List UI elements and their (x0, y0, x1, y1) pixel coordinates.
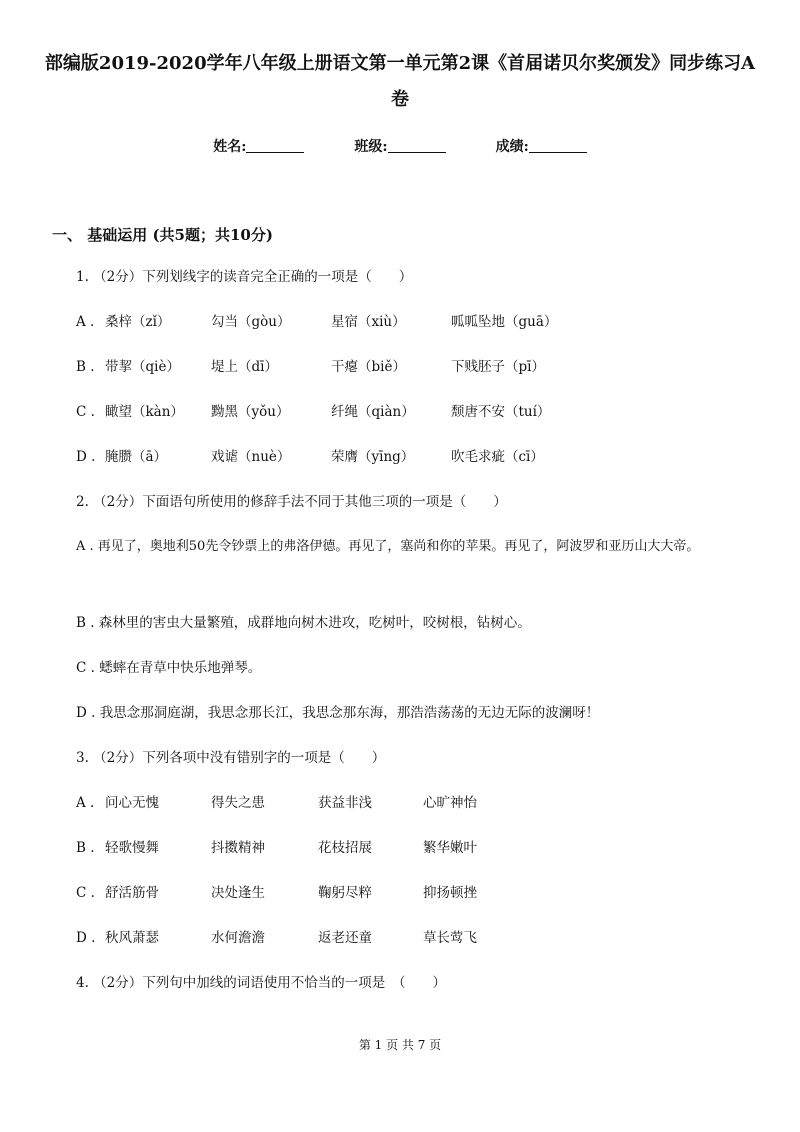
option-item: 呱呱坠地（guā） (451, 314, 558, 330)
option-item: 荣膺（yīng） (331, 449, 415, 465)
name-field[interactable] (213, 136, 304, 156)
question-4-stem: 4. （2分）下列句中加线的词语使用不恰当的一项是 （ ） (76, 975, 447, 991)
option-item: 戏谑（nuè） (211, 449, 291, 465)
option-letter: D . (76, 449, 96, 465)
class-label: 班级: (354, 139, 388, 155)
option-item: 吹毛求疵（cī） (451, 449, 544, 465)
option-item: 星宿（xiù） (331, 314, 406, 330)
option-item: 干瘪（biě） (331, 359, 406, 375)
option-item: 瞰望（kàn） (105, 404, 184, 420)
option-item: 抑扬顿挫 (423, 885, 477, 901)
q2-option-b[interactable]: B . 森林里的害虫大量繁殖，成群地向树木进攻，吃树叶，咬树根，钻树心。 (76, 615, 531, 631)
name-label: 姓名: (213, 139, 247, 155)
score-label: 成绩: (495, 139, 529, 155)
option-item: 颓唐不安（tuí） (451, 404, 551, 420)
option-letter: A . (76, 314, 95, 330)
question-2-stem: 2. （2分）下面语句所使用的修辞手法不同于其他三项的一项是（ ） (76, 494, 507, 510)
option-item: 纤绳（qiàn） (331, 404, 415, 420)
option-item: 草长莺飞 (423, 930, 477, 946)
option-item: 得失之患 (211, 795, 265, 811)
option-item: 鞠躬尽粹 (318, 885, 372, 901)
option-item: 下贱胚子（pī） (451, 359, 545, 375)
option-item: 获益非浅 (318, 795, 372, 811)
option-item: 心旷神怡 (423, 795, 477, 811)
option-item: 桑梓（zǐ） (105, 314, 171, 330)
score-field[interactable] (496, 136, 587, 156)
option-item: 舒活筋骨 (105, 885, 159, 901)
option-item: 勾当（gòu） (211, 314, 291, 330)
option-item: 决处逢生 (211, 885, 265, 901)
class-blank[interactable] (388, 138, 446, 153)
option-item: 秋风萧瑟 (105, 930, 159, 946)
option-item: 带挈（qiè） (105, 359, 180, 375)
score-blank[interactable] (529, 138, 587, 153)
section-heading: 一、 基础运用 (共5题；共10分) (52, 226, 273, 244)
option-item: 腌臜（ā） (105, 449, 168, 465)
option-letter: B . (76, 359, 95, 375)
class-field[interactable] (354, 136, 445, 156)
option-letter: C . (76, 404, 95, 420)
option-letter: C . (76, 885, 95, 901)
option-item: 花枝招展 (318, 840, 372, 856)
option-item: 堤上（dī） (211, 359, 278, 375)
option-item: 水何澹澹 (211, 930, 265, 946)
question-1-stem: 1. （2分）下列划线字的读音完全正确的一项是（ ） (76, 269, 413, 285)
option-letter: D . (76, 930, 96, 946)
question-3-stem: 3. （2分）下列各项中没有错别字的一项是（ ） (76, 750, 386, 766)
option-item: 抖擞精神 (211, 840, 265, 856)
option-item: 问心无愧 (105, 795, 159, 811)
q2-option-a[interactable]: A . 再见了，奥地利50先令钞票上的弗洛伊德。再见了，塞尚和你的苹果。再见了，阿波罗和亚历山大大帝。 (76, 539, 700, 554)
option-item: 繁华嫩叶 (423, 840, 477, 856)
option-item: 轻歌慢舞 (105, 840, 159, 856)
q2-option-c[interactable]: C . 蟋蟀在青草中快乐地弹琴。 (76, 660, 262, 676)
page-footer: 第 1 页 共 7 页 (358, 1038, 442, 1052)
option-item: 黝黑（yǒu） (211, 404, 290, 420)
name-blank[interactable] (246, 138, 304, 153)
student-info-fields (0, 136, 800, 156)
q2-option-d[interactable]: D . 我思念那洞庭湖，我思念那长江，我思念那东海，那浩浩荡荡的无边无际的波澜呀！ (76, 705, 600, 721)
option-letter: A . (76, 795, 95, 811)
option-item: 返老还童 (318, 930, 372, 946)
page-title: 部编版2019-2020学年八年级上册语文第一单元第2课《首届诺贝尔奖颁发》同步练习A卷 (44, 53, 756, 110)
option-letter: B . (76, 840, 95, 856)
